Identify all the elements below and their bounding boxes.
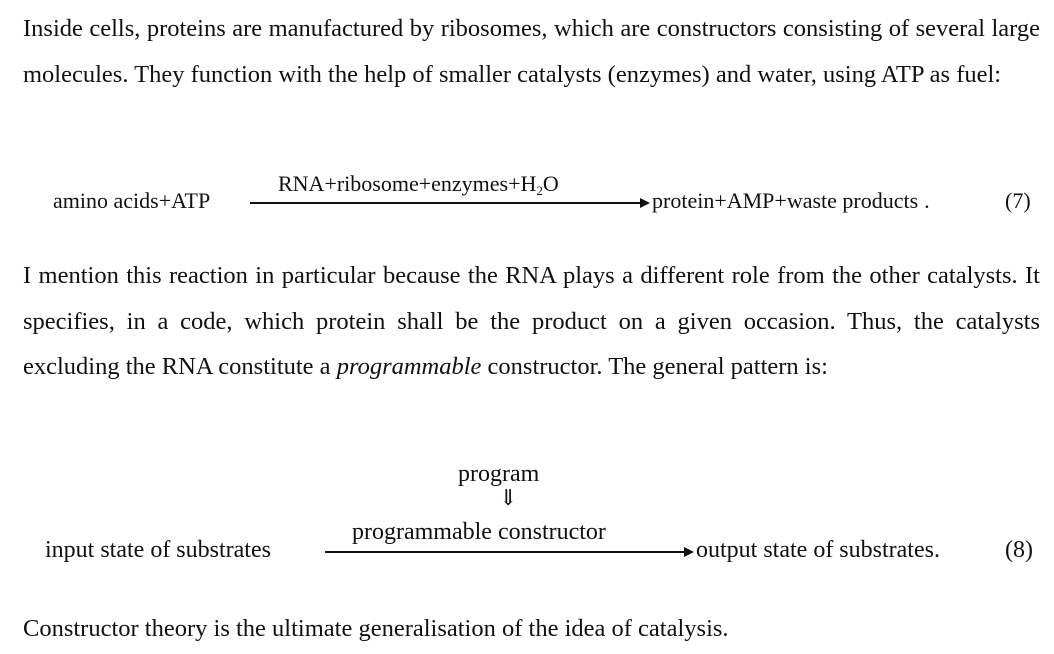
equation-7-catalysts: [278, 171, 559, 199]
paragraph-rna-role: [23, 253, 1040, 390]
equation-8-constructor: programmable constructor: [352, 519, 606, 545]
paragraph-ribosomes-text: Inside cells, proteins are manufactured by ribosomes, which are constructors consisting of several large molecules. They function with the help of smaller catalysts (enzymes) and water, using ATP as fuel:: [23, 15, 1040, 88]
equation-7-products-text: protein+AMP+waste products: [652, 188, 919, 213]
equation-7-arrow-shaft: [250, 202, 640, 204]
paragraph-conclusion: [23, 606, 1040, 652]
equation-8-output: output state of substrates.: [696, 537, 940, 563]
equation-8-arrow-head-icon: [684, 547, 694, 557]
equation-7-number: (7): [1005, 188, 1031, 213]
equation-8-program: program: [458, 461, 540, 487]
equation-8-arrow-shaft: [325, 551, 684, 553]
equation-7-period: .: [924, 188, 930, 213]
double-down-arrow-icon: ⇓: [499, 485, 518, 510]
equation-7-products: [652, 188, 930, 214]
paragraph-rna-role-emphasis: programmable: [336, 353, 482, 380]
equation-7-reactants: amino acids+ATP: [53, 188, 211, 213]
equation-8-number: (8): [1005, 537, 1033, 563]
equation-7-catalysts-suffix: O: [542, 171, 559, 196]
equation-7-catalysts-prefix: RNA+ribosome+enzymes+H: [278, 171, 537, 196]
equation-7-catalysts-subscript: 2: [536, 183, 543, 198]
paragraph-rna-role-text-before: I mention this reaction in particular because the RNA plays a different role from the other catalysts. It specifies, in a code, which protein shall be the product on a given occasion. Thus, the catalysts excluding the RNA constitute a: [23, 262, 1040, 380]
paragraph-ribosomes: [23, 6, 1040, 97]
equation-8-input: input state of substrates: [45, 537, 271, 563]
paragraph-conclusion-text: Constructor theory is the ultimate generalisation of the idea of catalysis.: [23, 615, 729, 642]
equation-7-arrow-head-icon: [640, 198, 650, 208]
paragraph-rna-role-text-after: constructor. The general pattern is:: [481, 353, 828, 380]
